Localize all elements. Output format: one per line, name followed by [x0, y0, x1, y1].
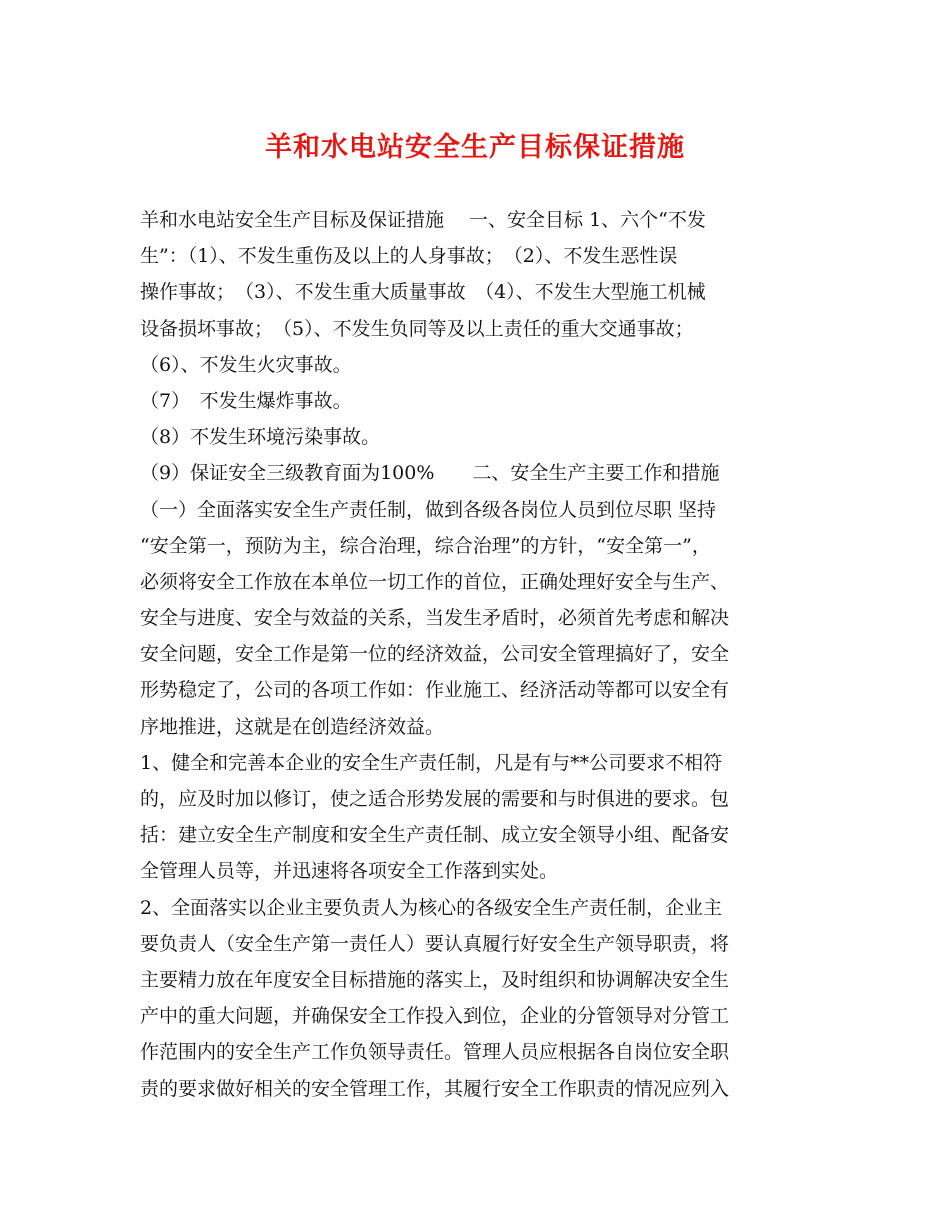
- text-line-22: 主要精力放在年度安全目标措施的落实上，及时组织和协调解决安全生: [140, 968, 730, 991]
- text-line-4: 设备损坏事故； （5）、不发生负同等及以上责任的重大交通事故；: [140, 317, 694, 340]
- text-line-10: “安全第一，预防为主，综合治理，综合治理”的方针，“安全第一”，: [140, 534, 711, 557]
- text-line-24: 作范围内的安全生产工作负领导责任。管理人员应根据各自岗位安全职: [140, 1041, 730, 1064]
- text-line-25: 责的要求做好相关的安全管理工作，其履行安全工作职责的情况应列入: [140, 1077, 730, 1100]
- text-line-13: 安全问题，安全工作是第一位的经济效益，公司安全管理搞好了，安全: [140, 643, 730, 666]
- document-title: 羊和水电站安全生产目标保证措施: [265, 132, 685, 163]
- text-line-5: （6）、不发生火灾事故。: [140, 353, 352, 376]
- text-line-23: 产中的重大问题，并确保安全工作投入到位，企业的分管领导对分管工: [140, 1005, 730, 1028]
- text-line-2: 生”：（1）、不发生重伤及以上的人身事故； （2）、不发生恶性误: [140, 245, 678, 268]
- text-line-14: 形势稳定了，公司的各项工作如：作业施工、经济活动等都可以安全有: [140, 679, 730, 702]
- text-line-21: 要负责人（安全生产第一责任人）要认真履行好安全生产领导职责，将: [140, 932, 730, 955]
- text-line-6: （7） 不发生爆炸事故。: [140, 389, 352, 412]
- text-line-20: 2、全面落实以企业主要负责人为核心的各级安全生产责任制，企业主: [140, 896, 723, 919]
- text-line-19: 全管理人员等，并迅速将各项安全工作落到实处。: [140, 860, 559, 883]
- text-line-7: （8）不发生环境污染事故。: [140, 426, 381, 449]
- text-line-1: 羊和水电站安全生产目标及保证措施 一、安全目标 1、六个“不发: [140, 209, 706, 231]
- text-line-15: 序地推进，这就是在创造经济效益。: [140, 715, 445, 738]
- text-line-9: （一）全面落实安全生产责任制，做到各级各岗位人员到位尽职 坚持: [140, 498, 717, 521]
- text-line-11: 必须将安全工作放在本单位一切工作的首位，正确处理好安全与生产、: [140, 570, 730, 593]
- text-line-8: （9）保证安全三级教育面为100% 二、安全生产主要工作和措施: [140, 462, 720, 485]
- text-line-16: 1、健全和完善本企业的安全生产责任制，凡是有与**公司要求不相符: [140, 751, 723, 774]
- text-line-17: 的，应及时加以修订，使之适合形势发展的需要和与时俱进的要求。包: [140, 788, 730, 810]
- text-line-12: 安全与进度、安全与效益的关系，当发生矛盾时，必须首先考虑和解决: [140, 607, 730, 630]
- document-body: [140, 202, 820, 1107]
- text-line-18: 括：建立安全生产制度和安全生产责任制、成立安全领导小组、配备安: [140, 824, 730, 847]
- text-line-3: 操作事故； （3）、不发生重大质量事故 （4）、不发生大型施工机械: [140, 281, 706, 304]
